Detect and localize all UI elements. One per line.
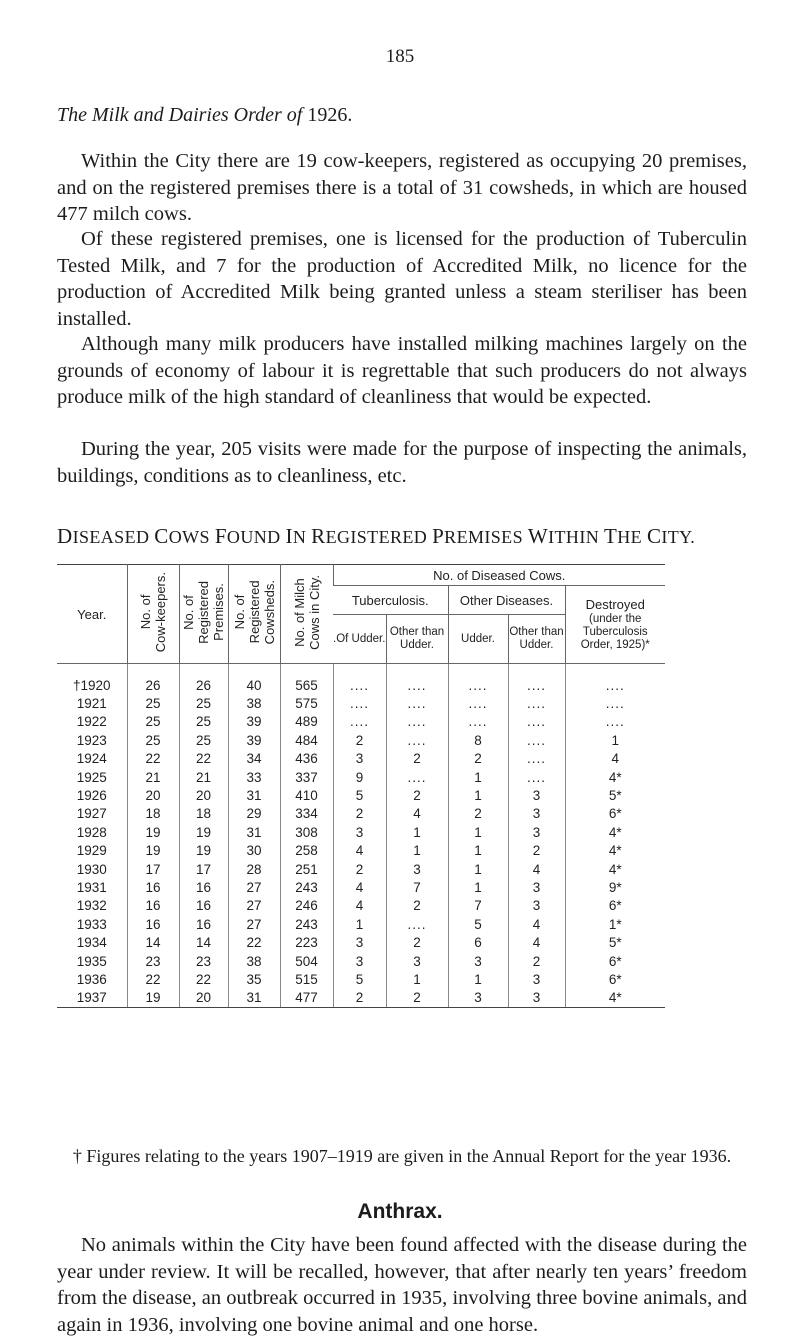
- table-cell: 3: [448, 952, 508, 970]
- paragraph-text: Within the City there are 19 cow-keepers, registered as occupying 20 premises, and on the registered premises there is a total of 31 cowsheds, in which are housed 477 milch cows.: [57, 150, 747, 225]
- header-premises: [179, 565, 228, 664]
- table-cell: 1923: [76, 732, 107, 748]
- header-destroyed-line: Destroyed: [585, 596, 645, 612]
- table-cell: 2: [508, 952, 565, 970]
- table-cell: 30: [228, 842, 280, 860]
- table-cell: 5: [448, 915, 508, 933]
- table-cell: 337: [280, 768, 333, 786]
- table-cell: 31: [228, 786, 280, 804]
- paragraph-anthrax: [57, 1232, 747, 1338]
- table-cell: 1: [448, 842, 508, 860]
- table-cell: 243: [280, 878, 333, 896]
- table-cell: ....: [333, 664, 386, 695]
- table-cell: 2: [448, 750, 508, 768]
- table-cell: 27: [228, 897, 280, 915]
- table-cell: 565: [280, 664, 333, 695]
- header-other-diseases: Other Diseases.: [448, 586, 565, 615]
- table-cell: 2: [386, 786, 448, 804]
- table-cell: 2: [386, 933, 448, 951]
- table-cell: 1922: [76, 714, 107, 730]
- table-cell: 1935: [76, 953, 107, 969]
- header-cow-keepers-line: Cow-keepers.: [153, 572, 168, 653]
- table-cell: 1: [386, 970, 448, 988]
- table-cell: 19: [179, 823, 228, 841]
- table-cell: 489: [280, 713, 333, 731]
- table-cell: 1: [448, 786, 508, 804]
- table-cell: ....: [508, 713, 565, 731]
- table-cell: 2: [333, 989, 386, 1008]
- table-cell: 1928: [76, 824, 107, 840]
- header-destroyed-line: Tuberculosis: [582, 625, 648, 638]
- table-cell: ....: [333, 694, 386, 712]
- table-cell: 1932: [76, 898, 107, 914]
- table-cell: ....: [386, 768, 448, 786]
- table-cell: 17: [179, 860, 228, 878]
- table-cell: 25: [127, 731, 179, 749]
- table-cell: ....: [386, 664, 448, 695]
- paragraph-text: No animals within the City have been found affected with the disease during the year under review. It will be recalled, however, that after nearly ten years’ freedom from the disease, an outbreak occurred in 1935, involving three bovine animals, and again in 1936, involving one bovine animal and one horse.: [57, 1234, 747, 1336]
- table-cell: 31: [228, 823, 280, 841]
- table-row: [57, 915, 665, 933]
- table-row: [57, 860, 665, 878]
- table-cell: 40: [228, 664, 280, 695]
- table-cell: 1926: [76, 788, 107, 804]
- table-cell: 8: [448, 731, 508, 749]
- table-cell: 21: [127, 768, 179, 786]
- header-cowsheds-line: Registered: [246, 581, 262, 644]
- table-row: [57, 933, 665, 951]
- table-row: [57, 731, 665, 749]
- table-cell: 515: [280, 970, 333, 988]
- table-cell: 3: [508, 989, 565, 1008]
- table-cell: 34: [228, 750, 280, 768]
- table-cell: ....: [448, 694, 508, 712]
- table-cell: 1: [448, 823, 508, 841]
- table-cell: 258: [280, 842, 333, 860]
- table-cell: †1920: [72, 677, 111, 693]
- table-cell: 3: [508, 970, 565, 988]
- table-cell: 33: [228, 768, 280, 786]
- table-cell: 1924: [76, 751, 107, 767]
- table-cell: 3: [333, 750, 386, 768]
- table-cell: 1929: [76, 843, 107, 859]
- table-cell: 19: [127, 842, 179, 860]
- table-row: [57, 786, 665, 804]
- table-cell: 1936: [76, 971, 107, 987]
- table-cell: 4: [508, 915, 565, 933]
- table-cell: 7: [386, 878, 448, 896]
- table-cell: ....: [508, 664, 565, 695]
- table-cell: 3: [508, 786, 565, 804]
- table-cell: 18: [179, 805, 228, 823]
- table-cell: ....: [448, 713, 508, 731]
- header-other-than-udder-2: Other than Udder.: [508, 615, 565, 664]
- table-row: [57, 878, 665, 896]
- table-cell: 484: [280, 731, 333, 749]
- table-cell: 16: [179, 897, 228, 915]
- table-cell: 4: [508, 933, 565, 951]
- table-cell: 14: [127, 933, 179, 951]
- header-destroyed: [565, 586, 665, 664]
- header-premises-line: Registered: [196, 581, 211, 644]
- table-cell: 1: [386, 842, 448, 860]
- table-cell: 18: [127, 805, 179, 823]
- header-tuberculosis: Tuberculosis.: [333, 586, 448, 615]
- header-udder: Udder.: [448, 615, 508, 664]
- table-cell: 3: [508, 897, 565, 915]
- table-cell: 25: [127, 713, 179, 731]
- table-cell: ....: [386, 694, 448, 712]
- table-cell: 3: [508, 823, 565, 841]
- table-cell: 504: [280, 952, 333, 970]
- table-cell: 3: [333, 933, 386, 951]
- table-cell: 1: [448, 878, 508, 896]
- table-cell: 410: [280, 786, 333, 804]
- table-row: [57, 750, 665, 768]
- paragraph-milking-machines: [57, 331, 747, 411]
- table-cell: 23: [127, 952, 179, 970]
- table-row: [57, 664, 665, 695]
- table-cell: 243: [280, 915, 333, 933]
- table-cell: 28: [228, 860, 280, 878]
- header-cow-keepers: [127, 565, 179, 664]
- table-cell: 19: [127, 989, 179, 1008]
- table-cell: ....: [386, 713, 448, 731]
- table-cell: 334: [280, 805, 333, 823]
- table-cell: ....: [508, 750, 565, 768]
- table-cell: 20: [179, 786, 228, 804]
- table-cell: 5: [333, 786, 386, 804]
- table-cell: 2: [333, 860, 386, 878]
- table-cell: 4*: [565, 768, 665, 786]
- table-cell: 25: [179, 713, 228, 731]
- table-cell: 6*: [565, 952, 665, 970]
- header-milch-cows-line: Cows in City.: [306, 575, 322, 650]
- table-cell: 5: [333, 970, 386, 988]
- table-cell: 2: [386, 750, 448, 768]
- header-premises-line: No. of: [181, 595, 196, 630]
- table-cell: 1: [333, 915, 386, 933]
- table-cell: 16: [179, 915, 228, 933]
- table-cell: ....: [386, 915, 448, 933]
- table-cell: 1: [448, 860, 508, 878]
- table-cell: 1927: [76, 806, 107, 822]
- table-cell: 19: [179, 842, 228, 860]
- table-cell: ....: [508, 694, 565, 712]
- header-year: Year.: [57, 565, 127, 664]
- table-cell: 3: [386, 952, 448, 970]
- section-title-text: The Milk and Dairies Order of: [57, 104, 303, 126]
- table-cell: 1: [448, 768, 508, 786]
- paragraph-text: During the year, 205 visits were made for the purpose of inspecting the animals, buildings, conditions as to cleanliness, etc.: [57, 438, 747, 487]
- table-cell: 477: [280, 989, 333, 1008]
- header-cowsheds-line: Cowsheds.: [261, 580, 277, 645]
- page-number: 185: [385, 46, 415, 67]
- table-cell: 7: [448, 897, 508, 915]
- table-cell: 22: [179, 970, 228, 988]
- header-cowsheds-line: No. of: [231, 595, 247, 630]
- table-cell: 16: [127, 897, 179, 915]
- table-cell: 4: [386, 805, 448, 823]
- table-cell: ....: [565, 664, 665, 695]
- table-cell: ....: [508, 731, 565, 749]
- table-cell: 27: [228, 915, 280, 933]
- table-cell: 3: [333, 952, 386, 970]
- table-cell: ....: [565, 713, 665, 731]
- table-cell: 16: [127, 915, 179, 933]
- table-cell: 1933: [76, 916, 107, 932]
- table-cell: 3: [508, 805, 565, 823]
- table-cell: ....: [565, 694, 665, 712]
- table-cell: 14: [179, 933, 228, 951]
- table-cell: ....: [386, 731, 448, 749]
- table-cell: 2: [333, 805, 386, 823]
- table-cell: 16: [127, 878, 179, 896]
- header-destroyed-line: Order, 1925)*: [580, 638, 650, 651]
- table-cell: 9: [333, 768, 386, 786]
- table-cell: 22: [127, 750, 179, 768]
- table-cell: 1: [386, 823, 448, 841]
- table-cell: 2: [333, 731, 386, 749]
- paragraph-visits: [57, 436, 747, 489]
- paragraph-cow-keepers: [57, 148, 747, 228]
- table-cell: 4: [508, 860, 565, 878]
- header-milch-cows-line: No. of Milch: [291, 578, 307, 647]
- table-cell: 1930: [76, 861, 107, 877]
- table-cell: 27: [228, 878, 280, 896]
- table-cell: 4*: [565, 860, 665, 878]
- table-cell: 25: [179, 694, 228, 712]
- table-cell: 2: [386, 897, 448, 915]
- section-title-year: 1926.: [307, 104, 353, 126]
- table-cell: 3: [448, 989, 508, 1008]
- table-cell: 4: [333, 842, 386, 860]
- table-cell: 2: [448, 805, 508, 823]
- table-row: [57, 805, 665, 823]
- table-cell: 575: [280, 694, 333, 712]
- table-cell: 39: [228, 713, 280, 731]
- table-cell: 1925: [76, 769, 107, 785]
- header-premises-line: Premises.: [211, 583, 226, 642]
- table-cell: 26: [127, 664, 179, 695]
- table-row: [57, 694, 665, 712]
- header-destroyed-line: (under the: [589, 612, 642, 625]
- table-cell: 4*: [565, 842, 665, 860]
- table-cell: 223: [280, 933, 333, 951]
- table-cell: 3: [333, 823, 386, 841]
- table-cell: 6: [448, 933, 508, 951]
- header-cowsheds: [228, 565, 280, 664]
- table-cell: 3: [508, 878, 565, 896]
- table-cell: 23: [179, 952, 228, 970]
- table-cell: 38: [228, 952, 280, 970]
- table-cell: ....: [333, 713, 386, 731]
- table-row: [57, 823, 665, 841]
- table-cell: 6*: [565, 897, 665, 915]
- footnote: † Figures relating to the years 1907–1919 are given in the Annual Report for the year 1936.: [72, 1146, 732, 1166]
- table-cell: 21: [179, 768, 228, 786]
- diseased-cows-table: [57, 564, 665, 1008]
- table-row: [57, 842, 665, 860]
- table-cell: 22: [127, 970, 179, 988]
- table-cell: 2: [386, 989, 448, 1008]
- header-diseased-group: No. of Diseased Cows.: [333, 565, 665, 586]
- anthrax-heading: Anthrax.: [357, 1200, 443, 1223]
- table-cell: 22: [228, 933, 280, 951]
- table-cell: ....: [508, 768, 565, 786]
- table-cell: 29: [228, 805, 280, 823]
- table-cell: 9*: [565, 878, 665, 896]
- table-row: [57, 952, 665, 970]
- table-cell: 35: [228, 970, 280, 988]
- table-cell: 4*: [565, 823, 665, 841]
- table-row: [57, 713, 665, 731]
- table-cell: 4: [333, 897, 386, 915]
- table-cell: 1937: [57, 989, 127, 1008]
- table-cell: 25: [127, 694, 179, 712]
- table-cell: 16: [179, 878, 228, 896]
- table-cell: 20: [179, 989, 228, 1008]
- table-row: [57, 970, 665, 988]
- table-cell: 1: [565, 731, 665, 749]
- table-cell: 246: [280, 897, 333, 915]
- table-cell: 2: [508, 842, 565, 860]
- header-of-udder: .Of Udder.: [333, 615, 386, 664]
- table-cell: 4: [565, 750, 665, 768]
- table-cell: 20: [127, 786, 179, 804]
- table-cell: 6*: [565, 805, 665, 823]
- table-cell: 436: [280, 750, 333, 768]
- header-milch-cows: [280, 565, 333, 664]
- table-row: [57, 989, 665, 1008]
- table-cell: 5*: [565, 786, 665, 804]
- table-cell: 1934: [76, 935, 107, 951]
- table-cell: 1: [448, 970, 508, 988]
- section-title: [57, 104, 352, 127]
- table-cell: 1921: [76, 696, 107, 712]
- table-cell: 1931: [76, 879, 107, 895]
- table-cell: 308: [280, 823, 333, 841]
- table-row: [57, 768, 665, 786]
- table-cell: ....: [448, 664, 508, 695]
- table-cell: 4: [333, 878, 386, 896]
- table-cell: 26: [179, 664, 228, 695]
- header-other-than-udder: Other than Udder.: [386, 615, 448, 664]
- table-cell: 22: [179, 750, 228, 768]
- table-row: [57, 897, 665, 915]
- table-cell: 38: [228, 694, 280, 712]
- table-cell: 251: [280, 860, 333, 878]
- table-cell: 31: [228, 989, 280, 1008]
- table-cell: 39: [228, 731, 280, 749]
- table-cell: 4*: [565, 989, 665, 1008]
- paragraph-text: Of these registered premises, one is licensed for the production of Tuberculin Tested Milk, and 7 for the production of Accredited Milk, no licence for the production of Accredited Milk being granted unless a steam steriliser has been installed.: [57, 228, 747, 330]
- table-cell: 19: [127, 823, 179, 841]
- paragraph-licences: [57, 226, 747, 332]
- table-cell: 25: [179, 731, 228, 749]
- header-cow-keepers-line: No. of: [138, 595, 153, 630]
- table-cell: 5*: [565, 933, 665, 951]
- paragraph-text: Although many milk producers have installed milking machines largely on the grounds of economy of labour it is regrettable that such producers do not always produce milk of the high standard of cleanliness that would be expected.: [57, 333, 747, 408]
- table-cell: 17: [127, 860, 179, 878]
- table-cell: 6*: [565, 970, 665, 988]
- table-cell: 1*: [565, 915, 665, 933]
- table-title: DISEASED COWS FOUND IN REGISTERED PREMISES WITHIN THE CITY.: [57, 524, 696, 548]
- table-cell: 3: [386, 860, 448, 878]
